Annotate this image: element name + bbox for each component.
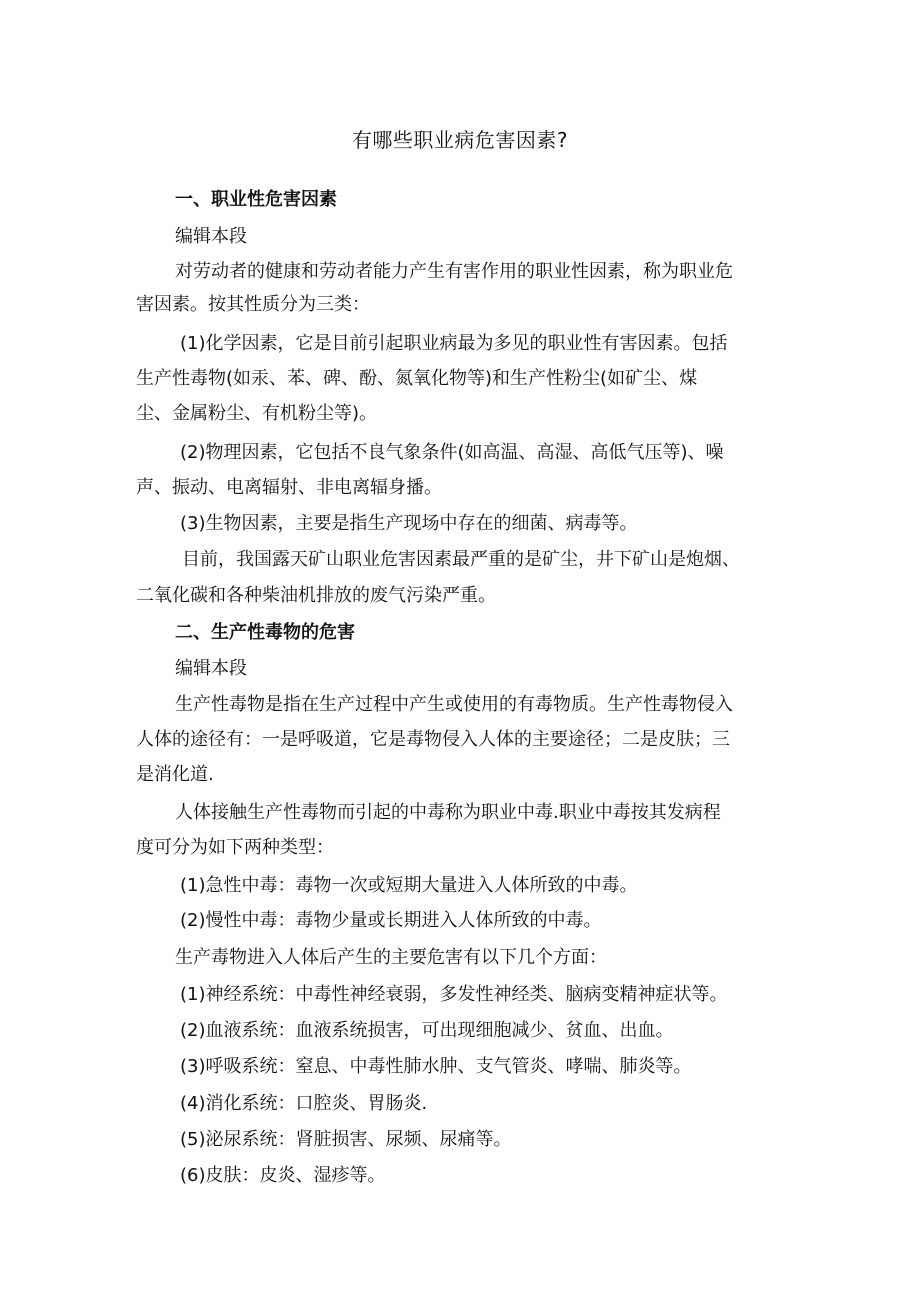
paragraph-line: (3)生物因素，主要是指生产现场中存在的细菌、病毒等。 [180, 513, 638, 534]
page-title: 有哪些职业病危害因素? [351, 128, 569, 152]
paragraph-line: 目前，我国露天矿山职业危害因素最严重的是矿尘，井下矿山是炮烟、 [182, 549, 740, 570]
paragraph-line: 人体的途径有：一是呼吸道，它是毒物侵入人体的主要途径；二是皮肤；三 [136, 729, 730, 750]
edit-section-link: 编辑本段 [175, 658, 247, 679]
list-item: (5)泌尿系统：肾脏损害、尿频、尿痛等。 [180, 1129, 512, 1150]
paragraph-line: 生产性毒物是指在生产过程中产生或使用的有毒物质。生产性毒物侵入 [175, 694, 733, 715]
section-heading-occupational-hazards: 一、职业性危害因素 [175, 189, 337, 210]
list-item: (1)神经系统：中毒性神经衰弱，多发性神经类、脑病变精神症状等。 [180, 984, 728, 1005]
list-item: (6)皮肤：皮炎、湿疹等。 [180, 1165, 386, 1186]
edit-section-link: 编辑本段 [175, 226, 247, 247]
list-item: (4)消化系统：口腔炎、胃肠炎. [180, 1093, 428, 1114]
paragraph-line: 是消化道. [136, 764, 214, 785]
paragraph-line: (2)物理因素，它包括不良气象条件(如高温、高湿、高低气压等)、噪 [180, 442, 724, 463]
paragraph-line: 害因素。按其性质分为三类： [136, 294, 370, 315]
paragraph-line: 尘、金属粉尘、有机粉尘等)。 [136, 403, 378, 424]
paragraph-line: 对劳动者的健康和劳动者能力产生有害作用的职业性因素，称为职业危 [175, 261, 733, 282]
list-item: (2)血液系统：血液系统损害，可出现细胞减少、贫血、出血。 [180, 1020, 674, 1041]
list-item: (1)急性中毒：毒物一次或短期大量进入人体所致的中毒。 [180, 875, 638, 896]
paragraph-line: 度可分为如下两种类型： [136, 837, 334, 858]
section-heading-toxic-substances: 二、生产性毒物的危害 [175, 622, 355, 643]
list-item: (3)呼吸系统：窒息、中毒性肺水肿、支气管炎、哮喘、肺炎等。 [180, 1056, 692, 1077]
paragraph-line: 声、振动、电离辐射、非电离辐身播。 [136, 477, 442, 498]
paragraph-line: 人体接触生产性毒物而引起的中毒称为职业中毒.职业中毒按其发病程 [175, 802, 721, 823]
paragraph-line: 生产毒物进入人体后产生的主要危害有以下几个方面： [175, 947, 607, 968]
paragraph-line: (1)化学因素，它是目前引起职业病最为多见的职业性有害因素。包括 [180, 333, 728, 354]
list-item: (2)慢性中毒：毒物少量或长期进入人体所致的中毒。 [180, 910, 602, 931]
paragraph-line: 生产性毒物(如汞、苯、碑、酚、氮氧化物等)和生产性粉尘(如矿尘、煤 [136, 368, 698, 389]
paragraph-line: 二氧化碳和各种柴油机排放的废气污染严重。 [136, 585, 496, 606]
